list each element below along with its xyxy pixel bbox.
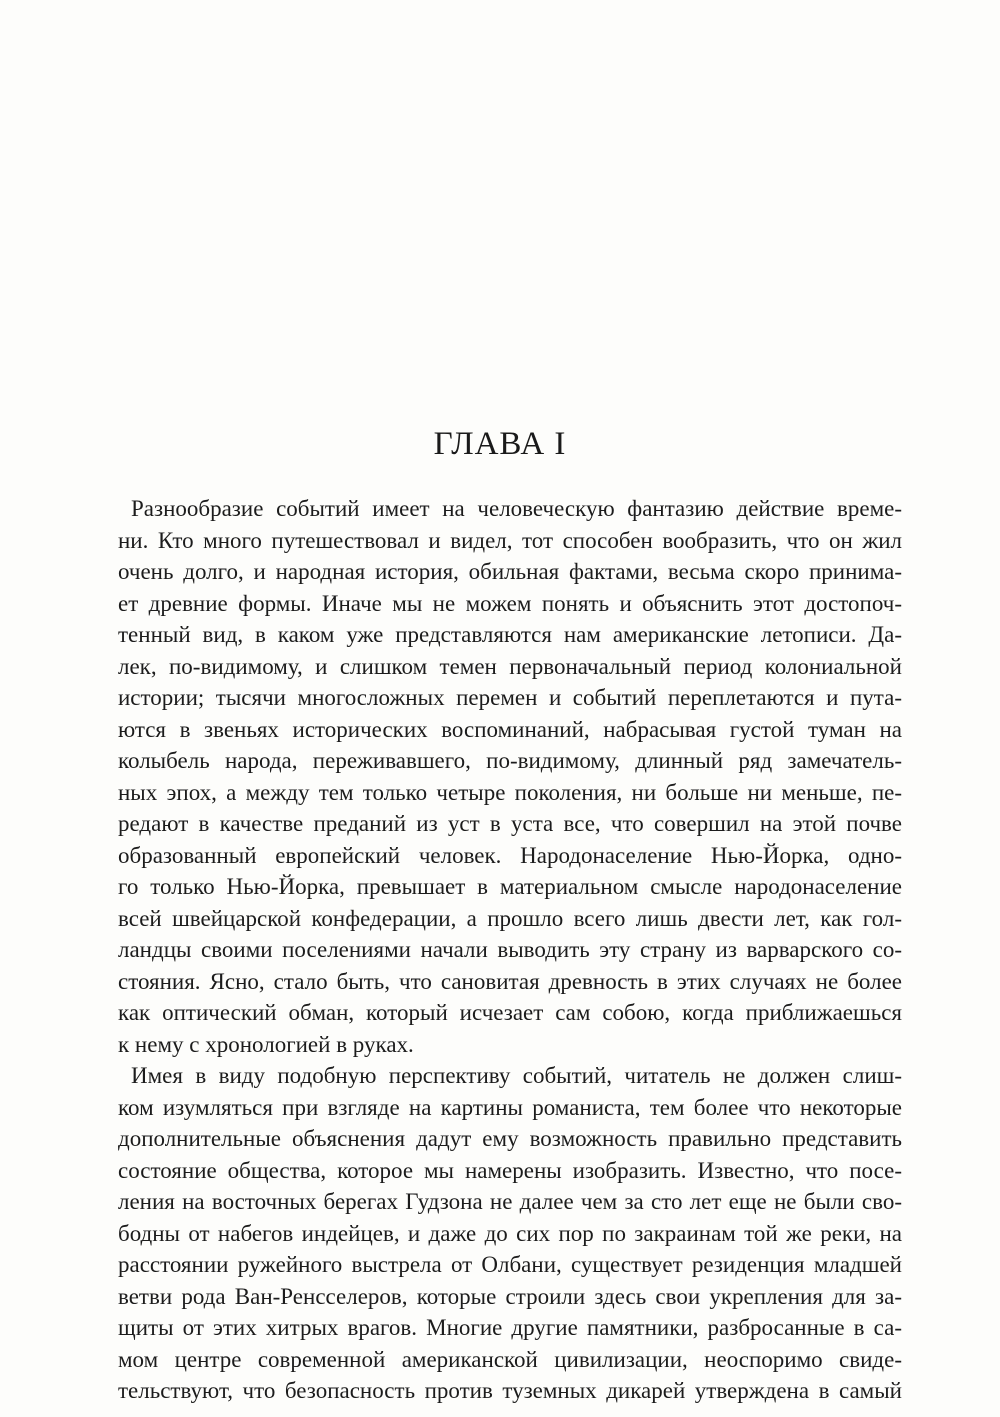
text-line: истории; тысячи многосложных перемен и событий переплетаются и пута- xyxy=(118,685,902,710)
text-line: ются в звеньях исторических воспоминаний, набрасывая густой туман на xyxy=(118,716,902,742)
text-line: редают в качестве преданий из уст в уста все, что совершил на этой почве xyxy=(118,811,902,836)
text-line: состояние общества, которое мы намерены изобразить. Известно, что посе- xyxy=(118,1157,902,1183)
text-line: Имея в виду подобную перспективу событий, читатель не должен слиш- xyxy=(131,1063,902,1088)
text-line: колыбель народа, переживавшего, по-видимому, длинный ряд замечатель- xyxy=(118,748,902,773)
text-line: образованный европейский человек. Народонаселение Нью-Йорка, одно- xyxy=(118,842,902,868)
text-line: ком изумляться при взгляде на картины романиста, тем более что некоторые xyxy=(118,1094,902,1120)
text-line: тельствуют, что безопасность против туземных дикарей утверждена в самый xyxy=(118,1378,902,1403)
paragraph-2 xyxy=(118,1060,902,1407)
text-line: го только Нью-Йорка, превышает в материальном смысле народонаселение xyxy=(118,874,902,899)
text-line: мом центре современной американской цивилизации, неоспоримо свиде- xyxy=(118,1346,902,1372)
text-line: стояния. Ясно, стало быть, что сановитая древность в этих случаях не более xyxy=(118,968,902,994)
text-line: ет древние формы. Иначе мы не можем понять и объяснить этот достопоч- xyxy=(118,590,902,616)
text-line: дополнительные объяснения дадут ему возможность правильно представить xyxy=(118,1126,902,1151)
text-line: тенный вид, в каком уже представляются нам американские летописи. Да- xyxy=(118,622,902,647)
text-line: как оптический обман, который исчезает сам собою, когда приближаешься xyxy=(118,1000,902,1025)
text-line: всей швейцарской конфедерации, а прошло всего лишь двести лет, как гол- xyxy=(118,905,902,931)
text-line: ландцы своими поселениями начали выводить эту страну из варварского со- xyxy=(118,937,902,962)
text-line: щиты от этих хитрых врагов. Многие другие памятники, разбросанные в са- xyxy=(118,1315,902,1340)
chapter-title: ГЛАВА I xyxy=(433,426,567,462)
text-line: ветви рода Ван-Ренсселеров, которые строили здесь свои укрепления для за- xyxy=(118,1283,902,1309)
text-line: ни. Кто много путешествовал и видел, тот способен вообразить, что он жил xyxy=(118,527,902,553)
text-line: Разнообразие событий имеет на человеческую фантазию действие време- xyxy=(131,496,902,521)
text-line: очень долго, и народная история, обильная фактами, весьма скоро принима- xyxy=(118,559,902,584)
text-line: ления на восточных берегах Гудзона не далее чем за сто лет еще не были сво- xyxy=(118,1189,902,1214)
text-line: к нему с хронологией в руках. xyxy=(118,1031,414,1057)
text-line: бодны от набегов индейцев, и даже до сих пор по закраинам той же реки, на xyxy=(118,1220,902,1246)
text-line: ных эпох, а между тем только четыре поколения, ни больше ни меньше, пе- xyxy=(118,779,902,805)
body-text xyxy=(118,493,902,1407)
text-line: расстоянии ружейного выстрела от Олбани, существует резиденция младшей xyxy=(118,1252,902,1277)
text-line: лек, по-видимому, и слишком темен первоначальный период колониальной xyxy=(118,653,902,679)
paragraph-1 xyxy=(118,493,902,1060)
